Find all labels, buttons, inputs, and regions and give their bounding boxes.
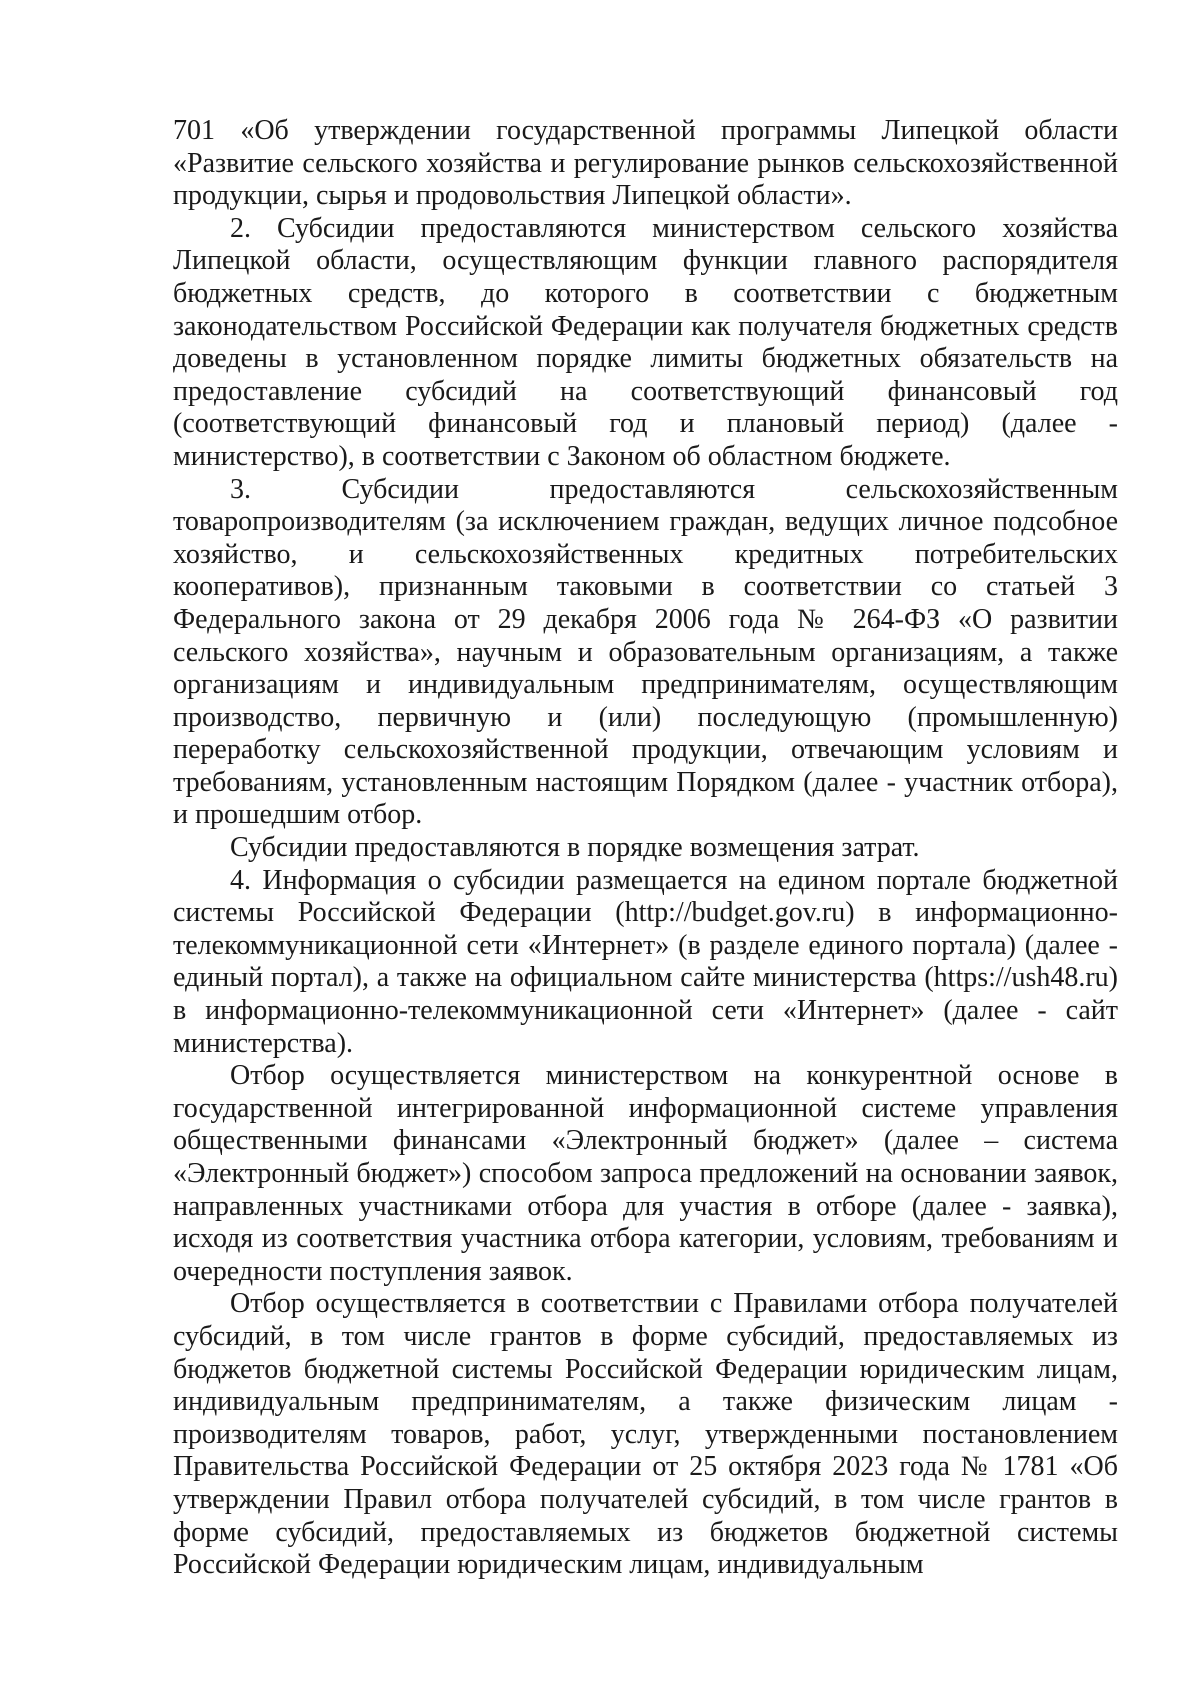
paragraph-3-recipients: 3. Субсидии предоставляются сельскохозяйственным товаропроизводителям (за исключением граждан, ведущих личное подсобное хозяйство, и сельскохозяйственных кредитных потребительских кооперативов), признанным таковыми в соответствии со статьей 3 Федерального закона от 29 декабря 2006 года № 264-ФЗ «О развитии сельского хозяйства», научным и образовательным организациям, а также организациям и индивидуальным предпринимателям, осуществляющим производство, первичную и (или) последующую (промышленную) переработку сельскохозяйственной продукции, отвечающим условиям и требованиям, установленным настоящим Порядком (далее - участник отбора), и прошедшим отбор. xyxy=(173,473,1118,831)
document-body xyxy=(173,115,1118,1582)
paragraph-2-ministry: 2. Субсидии предоставляются министерством сельского хозяйства Липецкой области, осуществляющим функции главного распорядителя бюджетных средств, до которого в соответствии с бюджетным законодательством Российской Федерации как получателя бюджетных средств доведены в установленном порядке лимиты бюджетных обязательств на предоставление субсидий на соответствующий финансовый год (соответствующий финансовый год и плановый период) (далее - министерство), в соответствии с Законом об областном бюджете. xyxy=(173,212,1118,472)
paragraph-4-information: 4. Информация о субсидии размещается на едином портале бюджетной системы Российской Федерации (http://budget.gov.ru) в информационно-телекоммуникационной сети «Интернет» (в разделе единого портала) (далее - единый портал), а также на официальном сайте министерства (https://ush48.ru) в информационно-телекоммуникационной сети «Интернет» (далее - сайт министерства). xyxy=(173,864,1118,1059)
paragraph-selection-procedure: Отбор осуществляется министерством на конкурентной основе в государственной интегрированной информационной системе управления общественными финансами «Электронный бюджет» (далее – система «Электронный бюджет») способом запроса предложений на основании заявок, направленных участниками отбора для участия в отборе (далее - заявка), исходя из соответствия участника отбора категории, условиям, требованиям и очередности поступления заявок. xyxy=(173,1060,1118,1287)
paragraph-selection-rules: Отбор осуществляется в соответствии с Правилами отбора получателей субсидий, в том числе грантов в форме субсидий, предоставляемых из бюджетов бюджетной системы Российской Федерации юридическим лицам, индивидуальным предпринимателям, а также физическим лицам - производителям товаров, работ, услуг, утвержденными постановлением Правительства Российской Федерации от 25 октября 2023 года № 1781 «Об утверждении Правил отбора получателей субсидий, в том числе грантов в форме субсидий, предоставляемых из бюджетов бюджетной системы Российской Федерации юридическим лицам, индивидуальным xyxy=(173,1288,1118,1581)
paragraph-program-title: 701 «Об утверждении государственной программы Липецкой области «Развитие сельского хозяйства и регулирование рынков сельскохозяйственной продукции, сырья и продовольствия Липецкой области». xyxy=(173,115,1118,212)
paragraph-cost-reimbursement: Субсидии предоставляются в порядке возмещения затрат. xyxy=(230,832,920,864)
